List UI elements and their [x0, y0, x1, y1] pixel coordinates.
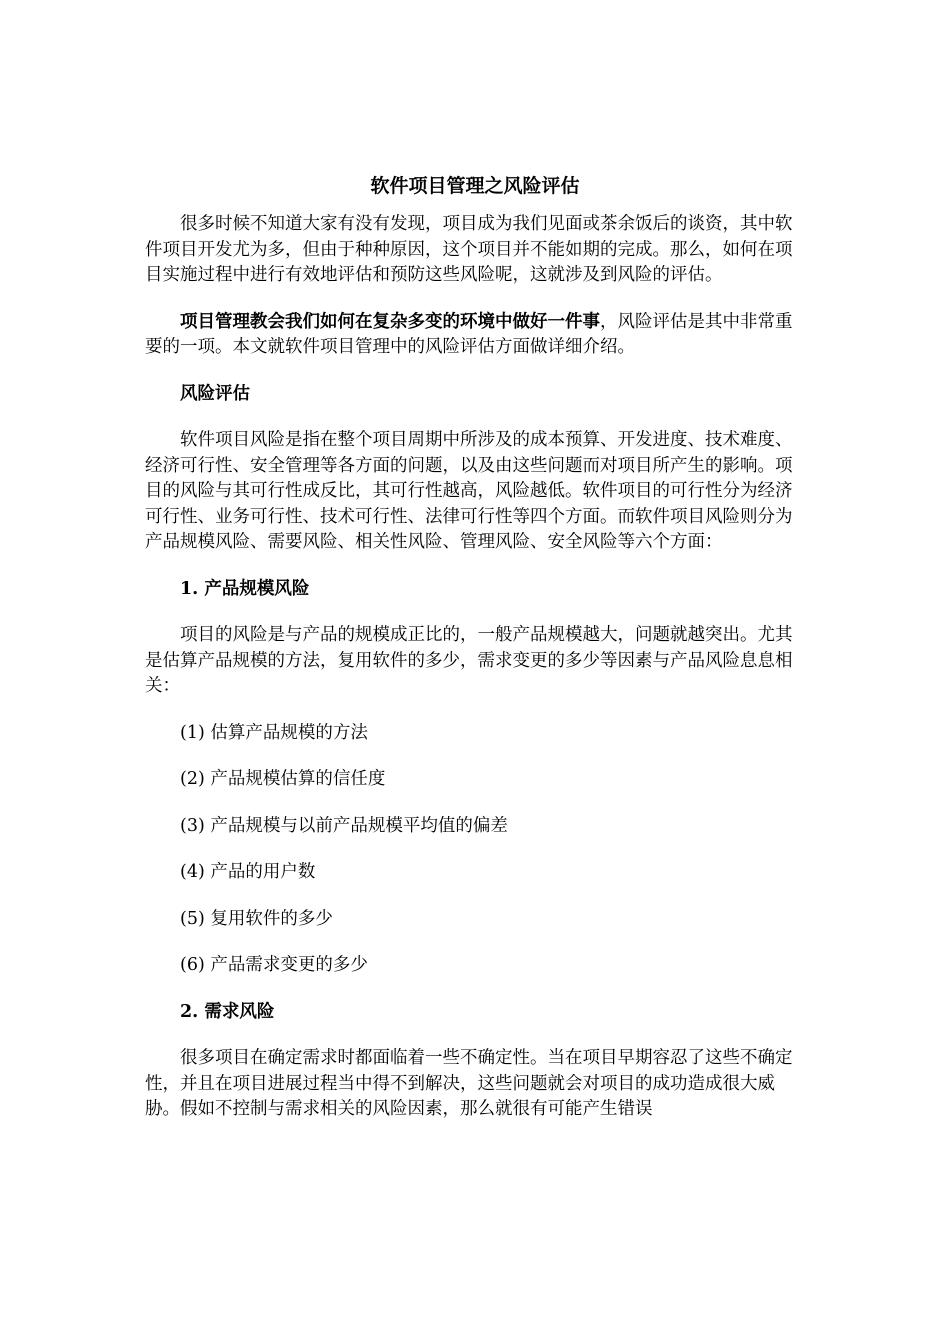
paragraph-project-management [145, 310, 805, 361]
emphasis-text: 项目管理教会我们如何在复杂多变的环境中做好一件事 [180, 311, 600, 332]
document-body [145, 172, 805, 1144]
factor-list [145, 721, 805, 979]
list-item: (2) 产品规模估算的信任度 [180, 769, 386, 789]
section-paragraph: 软件项目风险是指在整个项目周期中所涉及的成本预算、开发进度、技术难度、经济可行性、安全管理等各方面的问题，以及由这些问题而对项目所产生的影响。项目的风险与其可行性成反比，其可行性越高，风险越低。软件项目的可行性分为经济可行性、业务可行性、技术可行性、法律可行性等四个方面。而软件项目风险则分为产品规模风险、需要风险、相关性风险、管理风险、安全风险等六个方面： [145, 430, 793, 552]
subsection-heading-1: 1. 产品规模风险 [180, 578, 310, 599]
document-title: 软件项目管理之风险评估 [370, 175, 580, 197]
subsection-paragraph-2: 很多项目在确定需求时都面临着一些不确定性。当在项目早期容忍了这些不确定性，并且在项目进展过程当中得不到解决，这些问题就会对项目的成功造成很大威胁。假如不控制与需求相关的风险因素，那么就很有可能产生错误 [145, 1048, 793, 1119]
paragraph-text: ，风险评估是其中非常重要的一项。本文就软件项目管理中的风险评估方面做详细介绍。 [145, 311, 793, 357]
intro-paragraph: 很多时候不知道大家有没有发现，项目成为我们见面或茶余饭后的谈资，其中软件项目开发尤为多，但由于种种原因，这个项目并不能如期的完成。那么，如何在项目实施过程中进行有效地评估和预防这些风险呢，这就涉及到风险的评估。 [145, 214, 793, 285]
subsection-heading-2: 2. 需求风险 [180, 1001, 275, 1022]
subsection-paragraph-1: 项目的风险是与产品的规模成正比的，一般产品规模越大，问题就越突出。尤其是估算产品规模的方法，复用软件的多少，需求变更的多少等因素与产品风险息息相关： [145, 625, 793, 696]
list-item: (5) 复用软件的多少 [180, 908, 333, 929]
list-item: (4) 产品的用户数 [180, 862, 316, 882]
list-item: (1) 估算产品规模的方法 [180, 722, 368, 743]
section-heading: 风险评估 [180, 383, 250, 404]
list-item: (3) 产品规模与以前产品规模平均值的偏差 [180, 815, 508, 836]
list-item: (6) 产品需求变更的多少 [180, 955, 368, 975]
